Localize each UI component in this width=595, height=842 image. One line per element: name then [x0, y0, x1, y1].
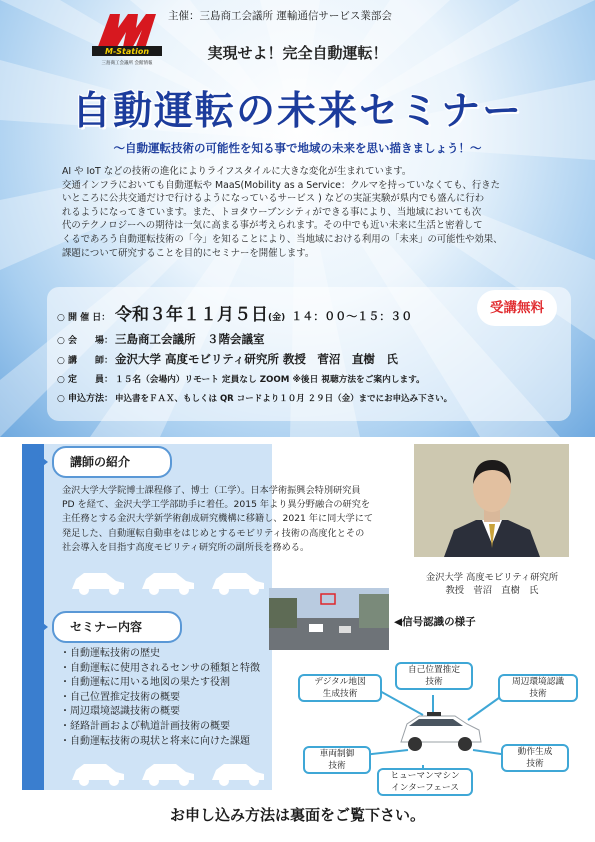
lecturer-heading: 講師の紹介: [52, 446, 172, 478]
list-item: ・自動運転技術の現状と将来に向けた課題: [60, 735, 250, 747]
logo-subtext: 三島商工会議所 会館情報: [101, 61, 153, 66]
logo-text: M-Station: [104, 47, 150, 56]
car-icons-decoration: [70, 567, 270, 597]
list-item: ・自動運転技術の歴史: [60, 648, 160, 659]
left-accent-strip: [22, 444, 44, 790]
node-digital-map: デジタル地図 生成技術: [298, 674, 382, 702]
free-admission-badge: 受講無料: [477, 290, 557, 326]
list-item: ・経路計画および軌道計画技術の概要: [60, 720, 230, 732]
bio-line: PD を経て、金沢大学工学部助手に着任。2015 年より異分野融合の研究を: [62, 499, 371, 511]
tagline: 実現せよ！完全自動運転！: [207, 44, 388, 62]
bio-line: 発足した、自動運転自動車をはじめとするモビリティ技術の高度化とその: [62, 527, 365, 539]
seminar-heading: セミナー内容: [52, 611, 182, 643]
bio-line: 金沢大学大学院博士課程修了、博士（工学）。日本学術振興会特別研究員: [62, 485, 361, 496]
list-item: ・自動運転に用いる地図の果たす役割: [60, 677, 230, 689]
date-value: 令和３年１１月５日: [115, 305, 268, 325]
organizer-text: 主催：三島商工会議所 運輸通信サービス業部会: [168, 10, 392, 22]
intro-line: 交通インフラにおいても自動運転や MaaS(Mobility as a Service：クルマを持っていなくても、行きた: [62, 179, 501, 191]
intro-line: くるであろう自動運転技術の「今」を知ることにより、当地域における利用の「未来」の可能性や効果、: [62, 233, 503, 245]
autonomous-car-icon: [401, 712, 481, 751]
lecturer-value: 金沢大学 高度モビリティ研究所 教授 菅沼 直樹 氏: [115, 352, 398, 366]
car-icons-decoration: [70, 758, 270, 788]
page-subtitle: ～自動運転技術の可能性を知る事で地域の未来を思い描きましょう！～: [113, 141, 482, 155]
page-title: 自動運転の未来セミナー: [71, 89, 523, 134]
capacity-value: １５名（会場内）リモート 定員なし ZOOM ※後日 視聴方法をご案内します。: [115, 375, 425, 385]
heading-arrow-icon: [39, 620, 48, 634]
apply-row: [57, 391, 452, 404]
intro-line: いところに公共交通だけで行けるようになっているサービス ) などの実証実験が県内でも盛んに行わ: [62, 193, 485, 205]
list-item: ・自動運転に使用されるセンサの種類と特徴: [60, 662, 260, 674]
venue-row: [57, 331, 265, 347]
lecturer-row: [57, 351, 398, 367]
venue-value: 三島商工会議所 ３階会議室: [115, 332, 265, 346]
node-surroundings: 周辺環境認識 技術: [498, 674, 578, 702]
photo-caption-affiliation: 金沢大学 高度モビリティ研究所: [425, 572, 559, 583]
intro-line: れるようになってきています。また、トヨタウーブンシティができる事により、当地域においても次: [62, 206, 482, 218]
node-vehicle-control: 車両制御 技術: [303, 746, 371, 774]
photo-caption-name: 教授 菅沼 直樹 氏: [445, 585, 539, 596]
date-time: １４：００～１５：３０: [291, 310, 413, 323]
apply-value: 申込書をＦＡＸ、もしくは QR コードより１０月 ２９日（金）までにお申込み下さい。: [115, 394, 453, 404]
lecturer-photo-caption: [398, 571, 586, 597]
venue-label: ○ 会 場：: [57, 336, 113, 346]
capacity-label: ○ 定 員：: [57, 375, 113, 385]
node-behavior: 動作生成 技術: [501, 744, 569, 772]
bio-line: 社会導入を目指す高度モビリティ研究所の副所長を務める。: [62, 541, 310, 553]
signal-recognition-caption: ◀信号認識の様子: [394, 616, 476, 628]
list-item: ・自己位置推定技術の概要: [60, 691, 180, 703]
intro-paragraph: [62, 165, 542, 260]
node-hmi: ヒューマンマシン インターフェース: [377, 768, 473, 796]
intro-line: 課題について研究することを目的にセミナーを開催します。: [62, 247, 315, 259]
footer-notice: お申し込み方法は裏面をご覧下さい。: [169, 806, 425, 824]
bio-line: 主任務とする金沢大学新学術創成研究機構に移籍し、2021 年に同大学にて: [62, 513, 374, 525]
date-day-of-week: (金): [268, 313, 286, 323]
date-label: ○ 開 催 日：: [57, 313, 111, 323]
lecturer-bio: [62, 484, 412, 555]
date-row: [57, 300, 412, 325]
heading-arrow-icon: [39, 455, 48, 469]
intro-line: AI や IoT などの技術の進化によりライフスタイルに大きな変化が生まれています。: [62, 166, 412, 177]
lecturer-photo: [414, 444, 569, 557]
signal-recognition-image: [269, 588, 389, 650]
capacity-row: [57, 372, 425, 385]
technology-diagram: [283, 660, 583, 800]
node-self-position: 自己位置推定 技術: [395, 662, 473, 690]
lecturer-label: ○ 講 師：: [57, 356, 113, 366]
apply-label: ○ 申込方法：: [57, 394, 113, 404]
intro-line: 代のテクノロジーへの期待は一気に高まる事が考えられます。その中でも近い未来に生活と密着して: [62, 220, 483, 232]
list-item: ・周辺環境認識技術の概要: [60, 706, 180, 718]
seminar-contents-list: [60, 647, 260, 749]
